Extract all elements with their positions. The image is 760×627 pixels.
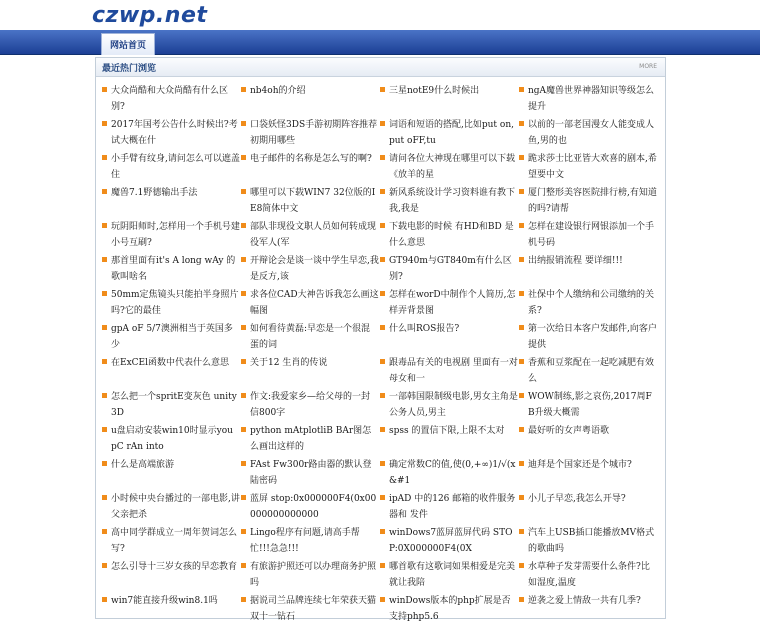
bullet-icon [380, 563, 385, 568]
list-item[interactable] [241, 287, 379, 321]
list-item-link[interactable]: 哪里可以下载WIN7 32位版的IE8简体中文 [250, 188, 376, 214]
bullet-icon [241, 87, 246, 92]
list-item-link[interactable]: 汽车上USB插口能播放MV格式的歌曲吗 [528, 528, 655, 554]
list-item-link[interactable]: 怎样在worD中制作个人简历,怎样弄背景图 [389, 290, 516, 316]
list-item[interactable] [102, 287, 240, 321]
list-item-link[interactable]: 什么是高端旅游 [111, 460, 175, 470]
list-item[interactable] [380, 185, 518, 219]
list-item-link[interactable]: u盘启动安装win10时显示you pC rAn into [111, 426, 233, 452]
list-item[interactable] [102, 117, 240, 151]
list-item-link[interactable]: 据说司兰品牌连续七年荣获天猫双十一钻石 [250, 596, 377, 622]
logo-bar [0, 0, 760, 30]
list-item-link[interactable]: 玩阴阳师时,怎样用一个手机号建小号互刷? [111, 222, 240, 248]
hot-browse-panel [95, 57, 666, 622]
list-item[interactable] [380, 83, 518, 117]
bullet-icon [241, 563, 246, 568]
list-item[interactable] [380, 389, 518, 423]
list-item-link[interactable]: win7能直接升级win8.1吗 [111, 596, 218, 606]
more-link[interactable]: MORE [639, 63, 657, 70]
list-item[interactable] [102, 253, 240, 287]
bullet-icon [519, 393, 524, 398]
bullet-icon [102, 563, 107, 568]
list-item-link[interactable]: 那首里面有it's A long wAy 的歌叫啥名 [111, 256, 236, 282]
bullet-icon [519, 359, 524, 364]
list-item[interactable] [241, 525, 379, 559]
bullet-icon [241, 257, 246, 262]
bullet-icon [102, 427, 107, 432]
list-item-link[interactable]: 蓝屏 stop:0x000000F4(0x00000000000000 [250, 494, 377, 520]
list-item-link[interactable]: 社保中个人缴纳和公司缴纳的关系? [528, 290, 655, 316]
list-item[interactable] [102, 491, 240, 525]
tab-home[interactable]: 网站首页 [101, 33, 155, 55]
list-item-link[interactable]: GT940m与GT840m有什么区别? [389, 256, 512, 282]
list-item[interactable] [380, 423, 518, 457]
list-item-link[interactable]: 出纳报销流程 要详细!!! [528, 256, 623, 266]
list-item[interactable] [519, 287, 657, 321]
bullet-icon [519, 189, 524, 194]
bullet-icon [380, 87, 385, 92]
list-item[interactable] [519, 253, 657, 287]
list-item[interactable] [241, 219, 379, 253]
bullet-icon [519, 87, 524, 92]
bullet-icon [380, 495, 385, 500]
list-item[interactable] [380, 287, 518, 321]
list-item[interactable] [519, 185, 657, 219]
list-item[interactable] [241, 491, 379, 525]
list-item[interactable] [380, 491, 518, 525]
list-item[interactable] [380, 253, 518, 287]
list-item-link[interactable]: 开辩论会是谈一谈中学生早恋,我是反方,该 [250, 256, 379, 282]
list-item-link[interactable]: 小手臂有纹身,请问怎么可以遮盖住 [111, 154, 240, 180]
list-item[interactable] [241, 389, 379, 423]
list-item[interactable] [519, 321, 657, 355]
bullet-icon [380, 325, 385, 330]
bullet-icon [241, 223, 246, 228]
list-item[interactable] [380, 559, 518, 593]
list-item[interactable] [519, 117, 657, 151]
bullet-icon [241, 495, 246, 500]
bullet-icon [380, 359, 385, 364]
list-item-link[interactable]: 部队非现役文职人员如何转成现役军人(军 [250, 222, 377, 248]
list-item-link[interactable]: 跪求莎士比亚皆大欢喜的剧本,希望要中文 [528, 154, 657, 180]
list-item[interactable] [241, 151, 379, 185]
list-item-link[interactable]: 如何看待黄磊:早恋是一个很混蛋的词 [250, 324, 371, 350]
bullet-icon [519, 495, 524, 500]
list-item-link[interactable]: 小时候中央台播过的一部电影,讲父亲把杀 [111, 494, 240, 520]
list-item[interactable] [519, 219, 657, 253]
bullet-icon [102, 529, 107, 534]
list-item-link[interactable]: 词语和短语的搭配,比如put on,put oFF,tu [389, 120, 514, 146]
list-item-link[interactable]: 作文:我爱家乡—给父母的一封信800字 [250, 392, 371, 418]
bullet-icon [380, 189, 385, 194]
list-item[interactable] [380, 151, 518, 185]
bullet-icon [102, 325, 107, 330]
bullet-icon [519, 121, 524, 126]
bullet-icon [241, 189, 246, 194]
list-item-link[interactable]: 水草种子发芽需要什么条件?比如湿度,温度 [528, 562, 650, 588]
list-item[interactable] [519, 151, 657, 185]
bullet-icon [519, 325, 524, 330]
list-item[interactable] [380, 355, 518, 389]
list-item-link[interactable]: 关于12 生肖的传说 [250, 358, 328, 368]
bullet-icon [380, 257, 385, 262]
list-item[interactable] [102, 219, 240, 253]
list-item[interactable] [519, 491, 657, 525]
list-item-link[interactable]: 香蕉和豆浆配在一起吃减肥有效么 [528, 358, 655, 384]
list-item[interactable] [241, 83, 379, 117]
list-item-link[interactable]: 在ExCEl函数中代表什么意思 [111, 358, 229, 368]
list-item[interactable] [380, 321, 518, 355]
list-item-link[interactable]: ngA魔兽世界神器知识等级怎么提升 [528, 86, 655, 112]
bullet-icon [380, 427, 385, 432]
list-item[interactable] [102, 389, 240, 423]
bullet-icon [380, 155, 385, 160]
bullet-icon [380, 121, 385, 126]
list-item-link[interactable]: 迪拜是个国家还是个城市? [528, 460, 632, 470]
list-item[interactable] [102, 525, 240, 559]
list-item-link[interactable]: spss 的置信下限,上限不太对 [389, 426, 505, 436]
list-item-link[interactable]: 三星notE9什么时候出 [389, 86, 480, 96]
list-item-link[interactable]: gpA oF 5/7澳洲相当于英国多少 [111, 324, 233, 350]
list-item-link[interactable]: 大众尚酷和大众尚酷有什么区别? [111, 86, 229, 112]
bullet-icon [380, 393, 385, 398]
list-item[interactable] [102, 593, 240, 627]
list-item-link[interactable]: 一部韩国限制级电影,男女主角是公务人员,男主 [389, 392, 518, 418]
bullet-icon [519, 223, 524, 228]
list-item-link[interactable]: 以前的一部老国漫女人能变成人鱼,男的也 [528, 120, 655, 146]
bullet-icon [102, 155, 107, 160]
list-item[interactable] [241, 593, 379, 627]
list-item-link[interactable]: 厦门整形美容医院排行榜,有知道的吗?请帮 [528, 188, 657, 214]
list-item-link[interactable]: 有旅游护照还可以办理商务护照吗 [250, 562, 377, 588]
list-item[interactable] [102, 321, 240, 355]
list-item-link[interactable]: winDows版本的php扩展是否支持php5.6 [389, 596, 511, 622]
bullet-icon [241, 427, 246, 432]
bullet-icon [519, 427, 524, 432]
list-item-link[interactable]: 第一次给日本客户发邮件,向客户提供 [528, 324, 657, 350]
list-item-link[interactable]: 怎么引导十三岁女孩的早恋教育 [111, 562, 238, 572]
list-item-link[interactable]: 魔兽7.1野德输出手法 [111, 188, 198, 198]
bullet-icon [102, 87, 107, 92]
list-item[interactable] [241, 355, 379, 389]
list-item[interactable] [519, 525, 657, 559]
list-item-link[interactable]: Lingo程序有问题,请高手帮忙!!!急急!!! [250, 528, 360, 554]
list-item[interactable] [380, 219, 518, 253]
list-item[interactable] [519, 83, 657, 117]
bullet-icon [102, 291, 107, 296]
list-item[interactable] [102, 457, 240, 491]
list-item-link[interactable]: 电子邮件的名称是怎么写的啊? [250, 154, 372, 164]
list-item[interactable] [519, 559, 657, 593]
list-item[interactable] [380, 593, 518, 627]
list-item-link[interactable]: 下载电影的时候 有HD和BD 是什么意思 [389, 222, 514, 248]
list-item-link[interactable]: ipAD 中的126 邮箱的收件服务器和 发件 [389, 494, 516, 520]
list-item[interactable] [519, 355, 657, 389]
list-item[interactable] [241, 457, 379, 491]
article-grid [102, 83, 657, 627]
list-item[interactable] [241, 117, 379, 151]
bullet-icon [380, 461, 385, 466]
list-item-link[interactable]: 逆袭之爱上情敌一共有几季? [528, 596, 641, 606]
list-item-link[interactable]: 哪首歌有这歌词如果相爱是完美就让我陪 [389, 562, 516, 588]
list-item-link[interactable]: 最好听的女声粤语歌 [528, 426, 610, 436]
list-item[interactable] [102, 355, 240, 389]
list-item-link[interactable]: 口袋妖怪3DS手游初期阵容推荐 初期用哪些 [250, 120, 378, 146]
list-item-link[interactable]: 什么叫ROS报告? [389, 324, 460, 334]
bullet-icon [241, 325, 246, 330]
panel-title: 最近热门浏览 [102, 64, 157, 74]
bullet-icon [241, 393, 246, 398]
bullet-icon [241, 291, 246, 296]
list-item[interactable] [519, 389, 657, 423]
panel-header [96, 58, 665, 77]
bullet-icon [102, 121, 107, 126]
list-item[interactable] [380, 117, 518, 151]
bullet-icon [519, 155, 524, 160]
list-item[interactable] [102, 185, 240, 219]
bullet-icon [241, 359, 246, 364]
list-item-link[interactable]: winDows7蓝屏蓝屏代码 STOP:0X000000F4(0X [389, 528, 513, 554]
bullet-icon [519, 563, 524, 568]
bullet-icon [241, 529, 246, 534]
list-item[interactable] [519, 457, 657, 491]
list-item-link[interactable]: 高中同学群成立一周年贺词怎么写? [111, 528, 238, 554]
bullet-icon [102, 257, 107, 262]
bullet-icon [380, 223, 385, 228]
bullet-icon [519, 257, 524, 262]
list-item-link[interactable]: 怎么把一个spritE变灰色 unity3D [111, 392, 237, 418]
list-item[interactable] [241, 423, 379, 457]
list-item[interactable] [241, 321, 379, 355]
list-item-link[interactable]: python mAtplotliB BAr图怎么画出这样的 [250, 426, 372, 452]
bullet-icon [241, 121, 246, 126]
list-item-link[interactable]: 怎样在建设银行网银添加一个手机号码 [528, 222, 655, 248]
bullet-icon [380, 291, 385, 296]
bullet-icon [102, 495, 107, 500]
bullet-icon [519, 461, 524, 466]
bullet-icon [241, 461, 246, 466]
list-item-link[interactable]: 小儿子早恋,我怎么开导? [528, 494, 626, 504]
list-item-link[interactable]: nb4oh的介绍 [250, 86, 306, 96]
list-item-link[interactable]: 跟毒品有关的电视剧 里面有一对母女和一 [389, 358, 518, 384]
list-item-link[interactable]: 新风系统设计学习资料谁有教下我,我是 [389, 188, 516, 214]
bullet-icon [380, 529, 385, 534]
list-item[interactable] [519, 423, 657, 457]
list-item-link[interactable]: 确定常数C的值,使(0,+∞)1/√(x&#1 [389, 460, 516, 486]
list-item-link[interactable]: FAst Fw300r路由器的默认登陆密码 [250, 460, 372, 486]
bullet-icon [519, 291, 524, 296]
list-item-link[interactable]: 求各位CAD大神告诉我怎么画这幅图 [250, 290, 379, 316]
bullet-icon [102, 393, 107, 398]
site-logo[interactable]: czwp.net [92, 3, 208, 28]
bullet-icon [102, 189, 107, 194]
list-item[interactable] [241, 559, 379, 593]
list-item[interactable] [102, 423, 240, 457]
list-item-link[interactable]: 50mm定焦镜头只能拍半身照片吗?它的最佳 [111, 290, 239, 316]
bullet-icon [241, 155, 246, 160]
list-item[interactable] [241, 185, 379, 219]
list-item-link[interactable]: WOW制练,影之哀伤,2017周FB升级大概需 [528, 392, 652, 418]
bullet-icon [102, 223, 107, 228]
bullet-icon [102, 359, 107, 364]
list-item[interactable] [102, 559, 240, 593]
list-item[interactable] [102, 151, 240, 185]
bullet-icon [519, 529, 524, 534]
list-item-link[interactable]: 请问各位大神现在哪里可以下载《放羊的星 [389, 154, 516, 180]
list-item[interactable] [102, 83, 240, 117]
list-item-link[interactable]: 2017年国考公告什么时候出?考试大概在什 [111, 120, 238, 146]
list-item[interactable] [241, 253, 379, 287]
list-item[interactable] [380, 525, 518, 559]
bullet-icon [102, 461, 107, 466]
list-item[interactable] [519, 593, 657, 627]
list-item[interactable] [380, 457, 518, 491]
